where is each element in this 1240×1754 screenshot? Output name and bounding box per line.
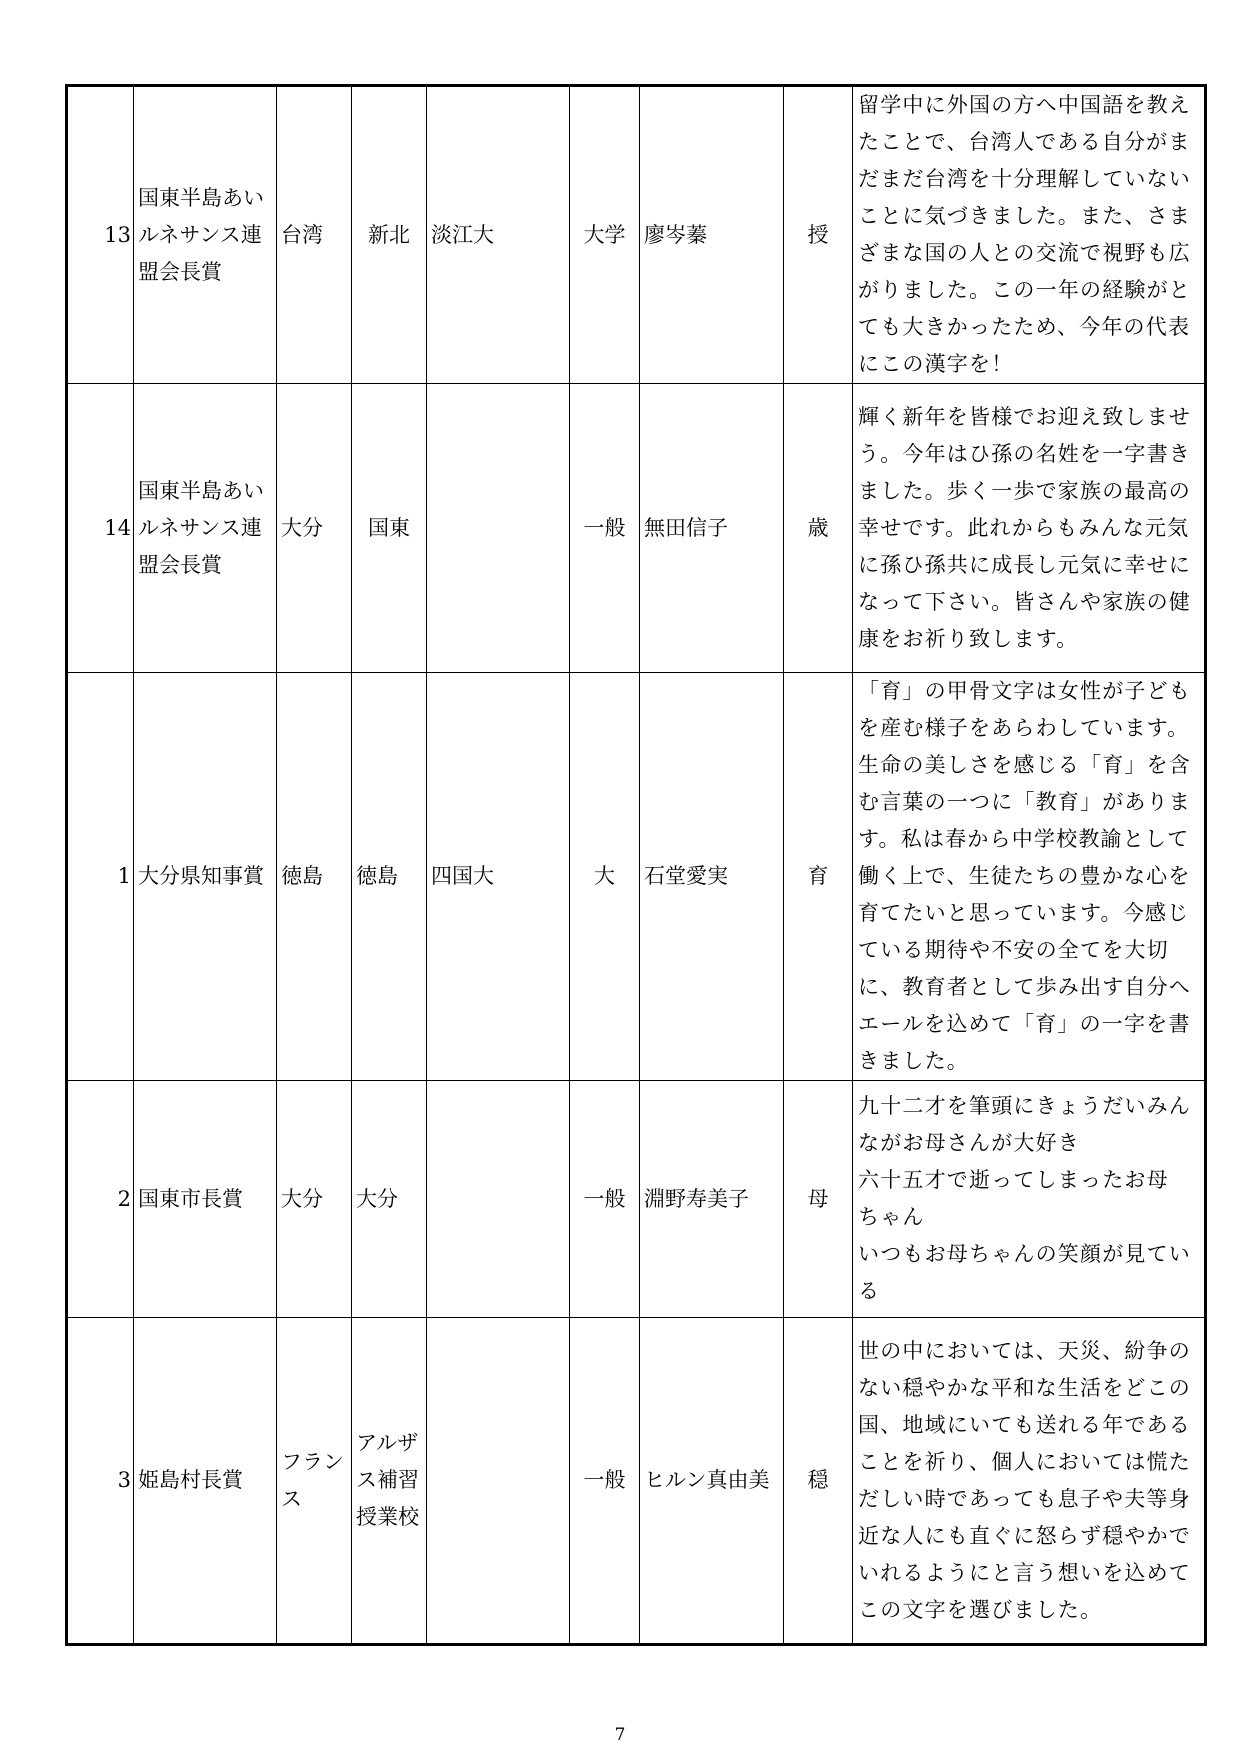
table-row [67, 86, 1206, 384]
school [427, 384, 570, 673]
entry-number: 3 [67, 1318, 134, 1645]
message-line: る [858, 1279, 881, 1303]
award-name: 姫島村長賞 [134, 1318, 277, 1645]
message-line: 六十五才で逝ってしまったお母 [858, 1168, 1169, 1192]
award-name: 国東半島あいルネサンス連盟会長賞 [134, 384, 277, 673]
school [427, 1081, 570, 1318]
award-name: 国東半島あいルネサンス連盟会長賞 [134, 86, 277, 384]
grade: 大 [570, 673, 640, 1081]
entry-number: 2 [67, 1081, 134, 1318]
message-line: 九十二才を筆頭にきょうだいみん [858, 1094, 1191, 1118]
author-name: 淵野寿美子 [640, 1081, 784, 1318]
city: 徳島 [352, 673, 427, 1081]
message-line: いつもお母ちゃんの笑顔が見てい [858, 1242, 1191, 1266]
school [427, 1318, 570, 1645]
message: 輝く新年を皆様でお迎え致しませう。今年はひ孫の名姓を一字書きました。歩く一歩で家族の最高の幸せです。此れからもみんな元気に孫ひ孫共に成長し元気に幸せになって下さい。皆さんや家族の健康をお祈り致します。 [853, 384, 1206, 673]
grade: 一般 [570, 1081, 640, 1318]
grade: 一般 [570, 384, 640, 673]
city: 大分 [352, 1081, 427, 1318]
award-name: 国東市長賞 [134, 1081, 277, 1318]
author-name: ヒルン真由美 [640, 1318, 784, 1645]
table-row [67, 384, 1206, 673]
entry-number: 13 [67, 86, 134, 384]
page-number: 7 [614, 1725, 626, 1745]
chosen-kanji: 歳 [784, 384, 853, 673]
table-row [67, 673, 1206, 1081]
city: アルザス補習授業校 [352, 1318, 427, 1645]
chosen-kanji: 授 [784, 86, 853, 384]
author-name: 無田信子 [640, 384, 784, 673]
prefecture: 大分 [277, 384, 352, 673]
prefecture: 徳島 [277, 673, 352, 1081]
table-row [67, 1318, 1206, 1645]
chosen-kanji: 母 [784, 1081, 853, 1318]
chosen-kanji: 育 [784, 673, 853, 1081]
award-name: 大分県知事賞 [134, 673, 277, 1081]
author-name: 石堂愛実 [640, 673, 784, 1081]
message-line: ながお母さんが大好き [858, 1131, 1080, 1155]
prefecture: 大分 [277, 1081, 352, 1318]
school: 淡江大 [427, 86, 570, 384]
chosen-kanji: 穏 [784, 1318, 853, 1645]
message: 留学中に外国の方へ中国語を教えたことで、台湾人である自分がまだまだ台湾を十分理解していないことに気づきました。また、さまざまな国の人との交流で視野も広がりました。この一年の経験がとても大きかったため、今年の代表にこの漢字を！ [853, 86, 1206, 384]
table-row [67, 1081, 1206, 1318]
message: 「育」の甲骨文字は女性が子どもを産む様子をあらわしています。生命の美しさを感じる「育」を含む言葉の一つに「教育」があります。私は春から中学校教諭として働く上で、生徒たちの豊かな心を育てたいと思っています。今感じている期待や不安の全てを大切に、教育者として歩み出す自分へエールを込めて「育」の一字を書きました。 [853, 673, 1206, 1081]
entry-number: 1 [67, 673, 134, 1081]
message [853, 1081, 1206, 1318]
message-line: ちゃん [858, 1205, 925, 1229]
city: 新北 [352, 86, 427, 384]
author-name: 廖岑蓁 [640, 86, 784, 384]
entry-number: 14 [67, 384, 134, 673]
prefecture: フランス [277, 1318, 352, 1645]
school: 四国大 [427, 673, 570, 1081]
city: 国東 [352, 384, 427, 673]
awards-table [65, 84, 1207, 1646]
grade: 一般 [570, 1318, 640, 1645]
message: 世の中においては、天災、紛争のない穏やかな平和な生活をどこの国、地域にいても送れる年であることを祈り、個人においては慌ただしい時であっても息子や夫等身近な人にも直ぐに怒らず穏やかでいれるようにと言う想いを込めてこの文字を選びました。 [853, 1318, 1206, 1645]
grade: 大学 [570, 86, 640, 384]
prefecture: 台湾 [277, 86, 352, 384]
